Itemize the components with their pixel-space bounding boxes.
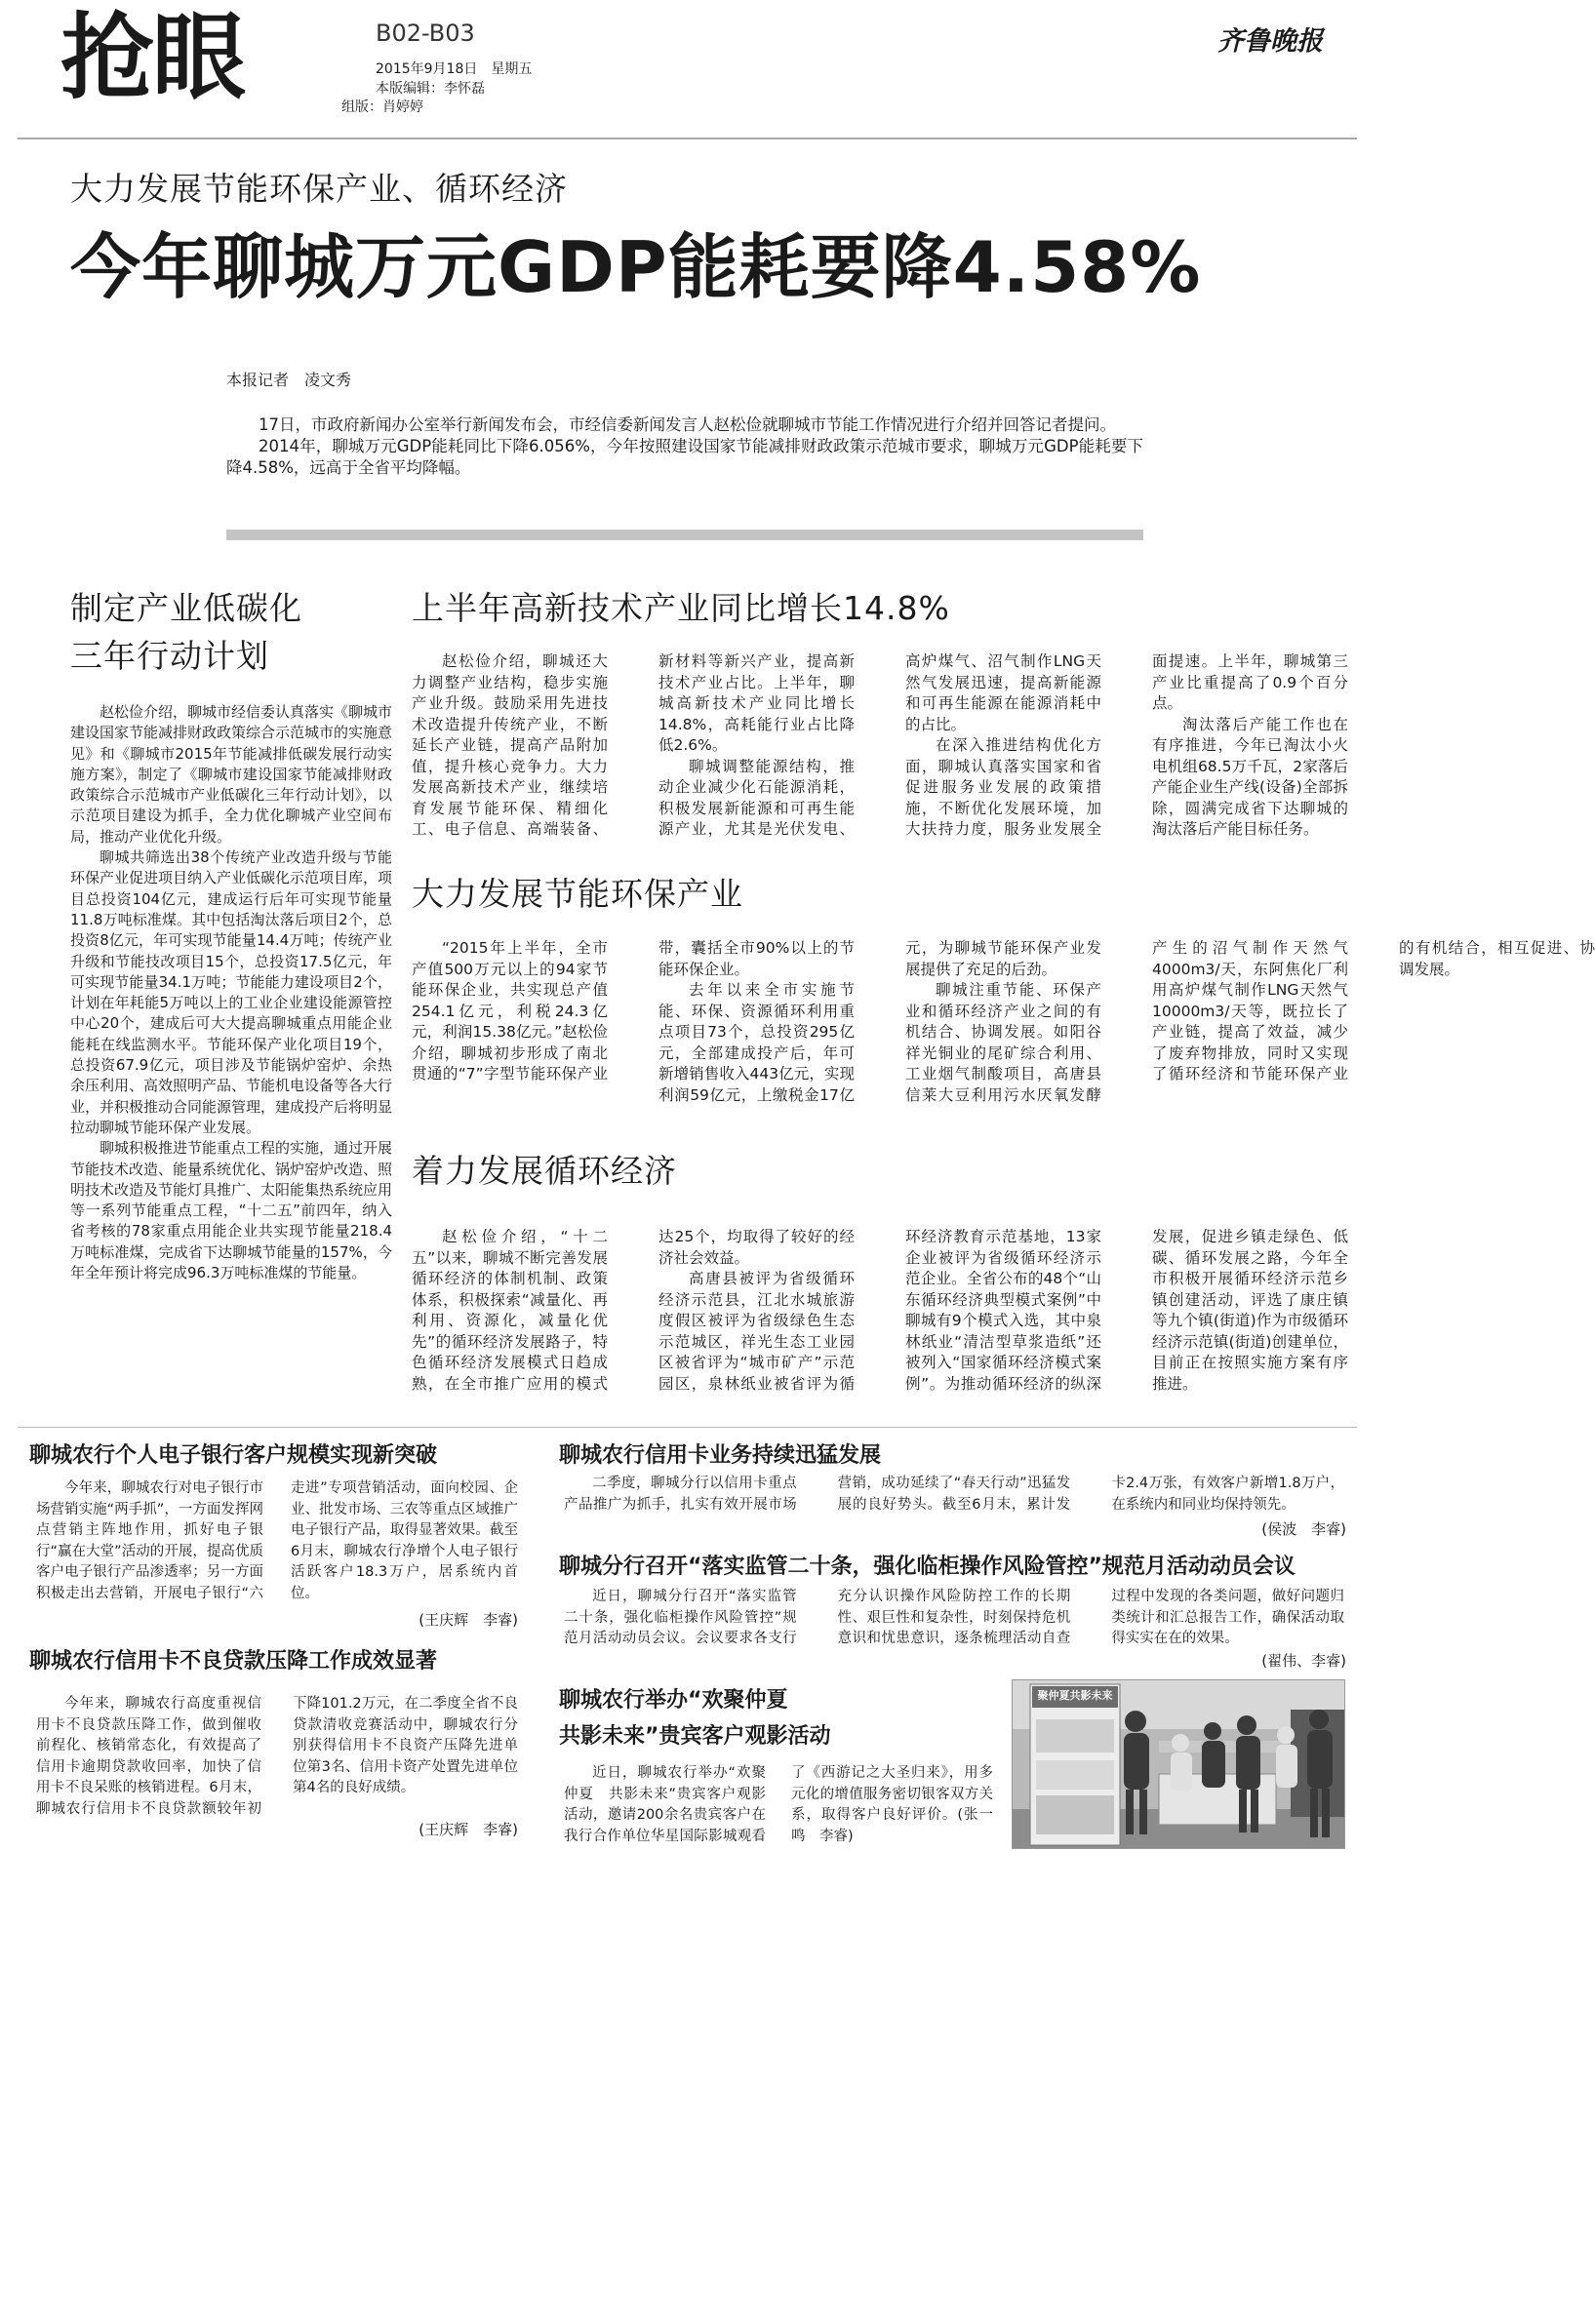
news1-paragraph: 今年来，聊城农行对电子银行市场营销实施“两手抓”，一方面发挥网点营销主阵地作用，抓好电子银行“赢在大堂”活动的开展，提高优质客户电子银行产品渗透率；另一方面积极走出去营销，开展电子银行“六走进”专项营销活动，面向校园、企业、批发市场、三农等重点区域推广电子银行产品，取得显著效果。截至6月末，聊城农行净增个人电子银行活跃客户18.3万户，居系统内首位。	[36, 1480, 518, 1601]
section2-paragraph: 淘汰落后产能工作也在有序推进，今年已淘汰小火电机组68.5万千瓦，2家落后产能企业生产线(设备)全部拆除，圆满完成省下达聊城的淘汰落后产能目标任务。	[1152, 715, 1348, 838]
lead-intro	[226, 414, 1143, 479]
section2-paragraph: 赵松俭介绍，聊城还大力调整产业结构，稳步实施产业升级。鼓励采用先进技术改造提升传统产业，不断延长产业链，提高产品附加值，提升核心竞争力。大力发展高新技术产业，继续培育发展节能环保、精细化工、电子信息、高端装备、新材料等新兴产业，提高新技术产业占比。上半年，聊城高新技术产业同比增长14.8%，高耗能行业占比降低2.6%。	[412, 652, 855, 838]
news1-signature: (王庆辉 李睿)	[419, 1611, 518, 1629]
news3-paragraph: 二季度，聊城分行以信用卡重点产品推广为抓手，扎实有效开展市场营销，成功延续了“春天行动”迅猛发展的良好势头。截至6月末，累计发卡2.4万张，有效客户新增1.8万户，在系统内和同业均保持领先。	[564, 1476, 1344, 1513]
section-title: 抢眼	[60, 3, 244, 112]
section3-paragraph: 去年以来全市实施节能、环保、资源循环利用重点项目73个，总投资295亿元，全部建成投产后，年可新增销售收入443亿元，实现利润59亿元，上缴税金17亿元，为聊城节能环保产业发展提供了充足的后劲。	[658, 939, 1101, 1104]
kicker: 大力发展节能环保产业、循环经济	[70, 170, 568, 208]
masthead	[0, 0, 1375, 146]
news2-paragraph: 今年来，聊城农行高度重视信用卡不良贷款压降工作，做到催收前程化、核销常态化，有效提高了信用卡逾期贷款收回率，加快了信用卡不良呆账的核销进程。6月末，聊城农行信用卡不良贷款额较年初下降101.2万元，在二季度全省不良贷款清收竞赛活动中，聊城农行分别获得信用卡不良资产压降先进单位第3名、信用卡资产处置先进单位第4名的良好成绩。	[36, 1696, 518, 1817]
news3-title: 聊城农行信用卡业务持续迅猛发展	[559, 1443, 882, 1468]
news4-paragraph: 近日，聊城分行召开“落实监管二十条，强化临柜操作风险管控”规范月活动动员会议。会议要求各支行充分认识操作风险防控工作的长期性、艰巨性和复杂性，时刻保持危机意识和忧患意识，逐条梳理活动自查过程中发现的各类问题，做好问题归类统计和汇总报告工作，确保活动取得实实在在的效果。	[564, 1589, 1344, 1646]
section1-paragraph: 赵松俭介绍，聊城市经信委认真落实《聊城市建设国家节能减排财政政策综合示范城市的实施意见》和《聊城市2015年节能减排低碳发展行动实施方案》，制定了《聊城市建设国家节能减排财政政策综合示范城市产业低碳化三年行动计划》，以示范项目建设为抓手，全力优化聊城产业空间布局，推动产业优化升级。	[70, 703, 393, 846]
news5-paragraph: 近日，聊城农行举办“欢聚仲夏 共影未来”贵宾客户观影活动，邀请200余名贵宾客户在我行合作单位华星国际影城观看了《西游记之大圣归来》，用多元化的增值服务密切银客双方关系，取得客户良好评价。(张一鸣 李睿)	[564, 1765, 993, 1844]
section4-paragraph: 赵松俭介绍，“十二五”以来，聊城不断完善发展循环经济的体制机制、政策体系，积极探索“减量化、再利用、资源化，减量化优先”的循环经济发展路子，特色循环经济发展模式日趋成熟，在全市推广应用的模式达25个，均取得了较好的经济社会效益。	[412, 1228, 855, 1393]
news5-title-line1: 聊城农行举办“欢聚仲夏	[559, 1688, 788, 1713]
layout-credit: 组版：肖婷婷	[341, 99, 423, 115]
lead-paragraph: 17日，市政府新闻办公室举行新闻发布会，市经信委新闻发言人赵松俭就聊城市节能工作情况进行介绍并回答记者提问。	[259, 415, 1116, 434]
news2-body	[36, 1694, 518, 1821]
section2-paragraph: 在深入推进结构优化方面，聊城认真落实国家和省促进服务业发展的政策措施，不断优化发展环境，加大扶持力度，服务业发展全面提速。上半年，聊城第三产业比重提高了0.9个百分点。	[905, 652, 1348, 838]
newspaper-logo: 齐鲁晚报	[1217, 26, 1323, 57]
section1-paragraph: 聊城共筛选出38个传统产业改造升级与节能环保产业促进项目纳入产业低碳化示范项目库，项目总投资104亿元，建成运行后年可实现节能量11.8万吨标准煤。其中包括淘汰落后项目2个，总投资8亿元，年可实现节能量14.4万吨；传统产业升级和节能技改项目15个，总投资17.5亿元，年可实现节能量34.1万吨；节能能力建设项目2个，计划在年耗能5万吨以上的工业企业建设能源管控中心20个，建成后可大大提高聊城重点用能企业能耗在线监测水平。节能环保产业化项目19个，总投资67.9亿元，项目涉及节能锅炉窑炉、余热余压利用、高效照明产品、节能机电设备等各大行业，并积极推动合同能源管理，建成投产后将明显拉动聊城节能环保产业发展。	[70, 848, 393, 1136]
section4-title: 着力发展循环经济	[412, 1152, 677, 1190]
event-photo	[1012, 1679, 1345, 1849]
news4-signature: (翟伟、李睿)	[1261, 1652, 1346, 1670]
news4-title: 聊城分行召开“落实监管二十条，强化临柜操作风险管控”规范月活动动员会议	[559, 1555, 1296, 1579]
section3-paragraph: “2015年上半年，全市产值500万元以上的94家节能环保企业，共实现总产值254.1亿元，利税24.3亿元，利润15.38亿元。”赵松俭介绍，聊城初步形成了南北贯通的“7”字型节能环保产业带，囊括全市90%以上的节能环保企业。	[412, 939, 855, 1083]
section3-title: 大力发展节能环保产业	[412, 875, 743, 913]
news3-body	[564, 1474, 1344, 1517]
news2-signature: (王庆辉 李睿)	[419, 1821, 518, 1838]
news5-title-line2: 共影未来”贵宾客户观影活动	[559, 1724, 831, 1749]
masthead-rule	[18, 138, 1357, 139]
news3-signature: (侯波 李睿)	[1261, 1520, 1346, 1538]
section1-title-line1: 制定产业低碳化	[70, 589, 302, 627]
section4-paragraph: 高唐县被评为省级循环经济示范县，江北水城旅游度假区被评为省级绿色生态示范城区，祥光生态工业园区被省评为“城市矿产”示范园区，泉林纸业被省评为循环经济教育示范基地，13家企业被评为省级循环经济示范企业。全省公布的48个“山东循环经济典型模式案例”中聊城有9个模式入选，其中泉林纸业“清洁型草浆造纸”还被列入“国家循环经济模式案例”。为推动循环经济的纵深发展，促进乡镇走绿色、低碳、循环发展之路，今年全市积极开展循环经济示范乡镇创建活动，评选了康庄镇等九个镇(街道)作为市级循环经济示范镇(街道)创建单位，目前正在按照实施方案有序推进。	[658, 1228, 1348, 1393]
news4-body	[564, 1587, 1344, 1651]
lead-rule	[226, 530, 1143, 540]
section1-title-line2: 三年行动计划	[70, 637, 269, 675]
section3-paragraph: 聊城注重节能、环保产业和循环经济产业之间的有机结合、协调发展。如阳谷祥光铜业的尾矿综合利用、工业烟气制酸项目，高唐县信莱大豆利用污水厌氧发酵产生的沼气制作天然气4000m3/天，东阿焦化厂利用高炉煤气制作LNG天然气10000m3/天等，既拉长了产业链，提高了效益，减少了废弃物排放，同时又实现了循环经济和节能环保产业的有机结合，相互促进、协调发展。	[905, 939, 1595, 1104]
lead-paragraph: 2014年，聊城万元GDP能耗同比下降6.056%，今年按照建设国家节能减排财政政策示范城市要求，聊城万元GDP能耗要下降4.58%，远高于全省平均降幅。	[226, 437, 1143, 477]
issue-date: 2015年9月18日 星期五	[376, 61, 533, 77]
section2-title: 上半年高新技术产业同比增长14.8%	[412, 589, 950, 627]
news-divider	[18, 1427, 1357, 1428]
news2-title: 聊城农行信用卡不良贷款压降工作成效显著	[29, 1649, 438, 1674]
news5-body	[564, 1763, 993, 1849]
section3-body	[412, 938, 1595, 1114]
section2-body	[412, 651, 1348, 845]
section2-paragraph: 聊城调整能源结构，推动企业减少化石能源消耗，积极发展新能源和可再生能源产业，尤其是光伏发电、高炉煤气、沼气制作LNG天然气发展迅速，提高新能源和可再生能源在能源消耗中的占比。	[658, 652, 1101, 838]
page-range: B02-B03	[376, 20, 475, 47]
event-photo-graphic	[1013, 1680, 1344, 1848]
editor-credit: 本版编辑：李怀磊	[376, 81, 485, 97]
news1-body	[36, 1478, 518, 1605]
photo-banner-text: 聚仲夏共影未来	[1037, 1689, 1113, 1702]
section4-body	[412, 1227, 1348, 1416]
news1-title: 聊城农行个人电子银行客户规模实现新突破	[29, 1443, 438, 1468]
byline: 本报记者 凌文秀	[226, 371, 352, 389]
section1-paragraph: 聊城积极推进节能重点工程的实施，通过开展节能技术改造、能量系统优化、锅炉窑炉改造、照明技术改造及节能灯具推广、太阳能集热系统应用等一系列节能重点工程，“十二五”前四年，纳入省考核的78家重点用能企业共实现节能量218.4万吨标准煤，完成省下达聊城节能量的157%，今年全年预计将完成96.3万吨标准煤的节能量。	[70, 1139, 393, 1282]
headline: 今年聊城万元GDP能耗要降4.58%	[70, 226, 1202, 308]
